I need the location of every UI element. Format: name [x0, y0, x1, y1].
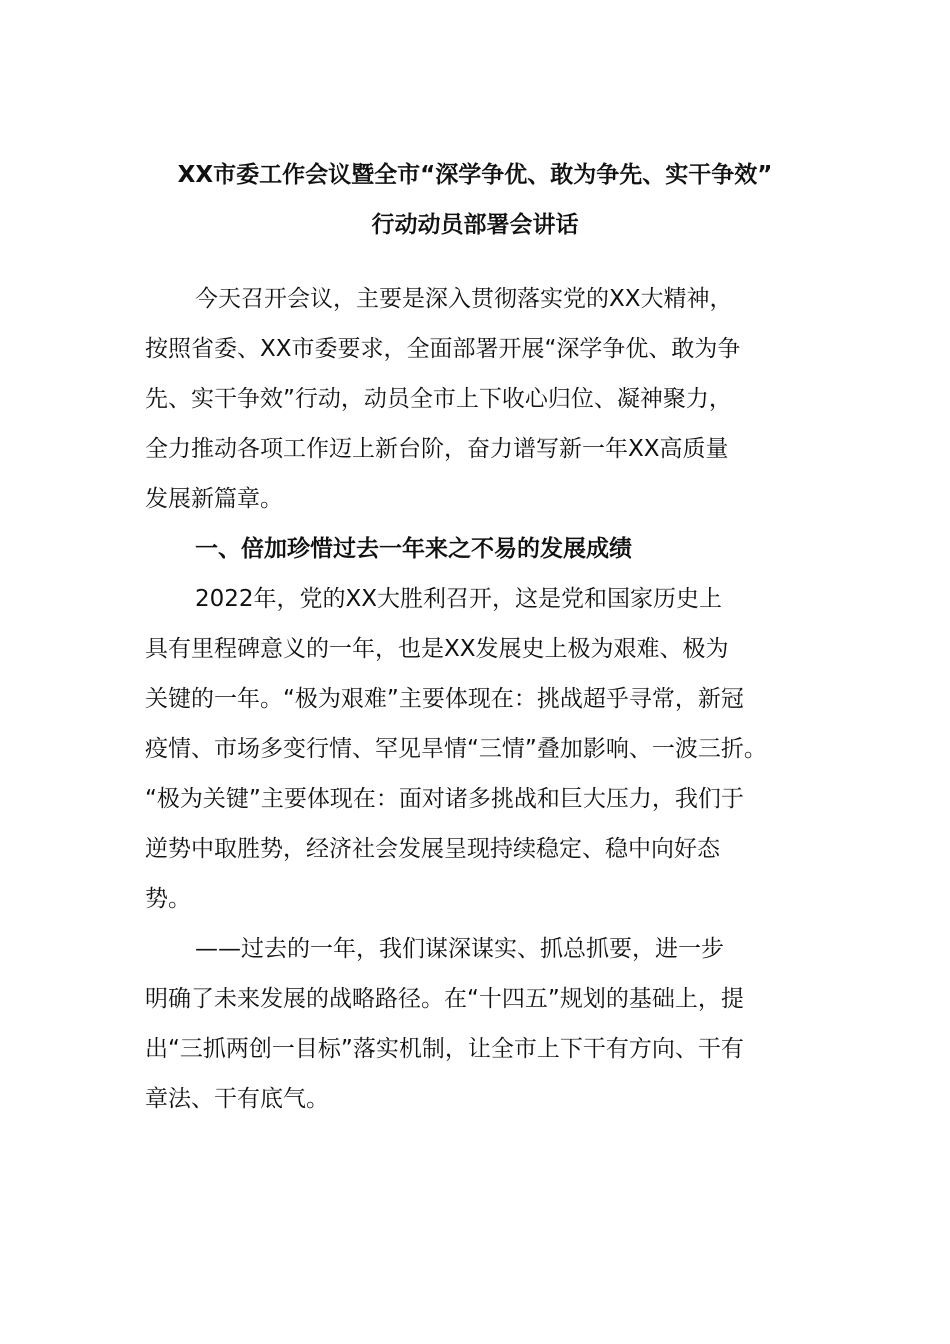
text-line: 全力推动各项工作迈上新台阶，奋力谱写新一年XX高质量	[145, 436, 729, 462]
paragraph-intro	[145, 274, 825, 524]
text-line: 发展新篇章。	[145, 486, 283, 512]
text-line: 疫情、市场多变行情、罕见旱情“三情”叠加影响、一波三折。	[145, 736, 767, 762]
text-line: ——过去的一年，我们谋深谋实、抓总抓要，进一步	[195, 936, 724, 962]
text-line: 逆势中取胜势，经济社会发展呈现持续稳定、稳中向好态	[145, 836, 720, 862]
text-line: 章法、干有底气。	[145, 1086, 329, 1112]
paragraph-achievements	[145, 574, 825, 924]
section-heading-text: 一、倍加珍惜过去一年来之不易的发展成绩	[195, 536, 632, 562]
text-line: 具有里程碑意义的一年，也是XX发展史上极为艰难、极为	[145, 636, 729, 662]
text-line: 先、实干争效”行动，动员全市上下收心归位、凝神聚力，	[145, 386, 732, 412]
text-line: 今天召开会议，主要是深入贯彻落实党的XX大精神，	[195, 286, 733, 312]
paragraph-strategy	[145, 924, 825, 1124]
text-line: 2022年，党的XX大胜利召开，这是党和国家历史上	[195, 586, 723, 612]
text-line: 势。	[145, 886, 191, 912]
text-line: “极为关键”主要体现在：面对诸多挑战和巨大压力，我们于	[145, 786, 744, 812]
document-title-line-1: XX市委工作会议暨全市“深学争优、敢为争先、实干争效”	[177, 162, 773, 188]
text-line: 出“三抓两创一目标”落实机制，让全市上下干有方向、干有	[145, 1036, 744, 1062]
text-line: 关键的一年。“极为艰难”主要体现在：挑战超乎寻常，新冠	[145, 686, 744, 712]
document-title-line-2: 行动动员部署会讲话	[371, 212, 579, 238]
text-line: 按照省委、XX市委要求，全面部署开展“深学争优、敢为争	[145, 336, 741, 362]
section-heading	[145, 524, 825, 574]
text-line: 明确了未来发展的战略路径。在“十四五”规划的基础上，提	[145, 986, 744, 1012]
